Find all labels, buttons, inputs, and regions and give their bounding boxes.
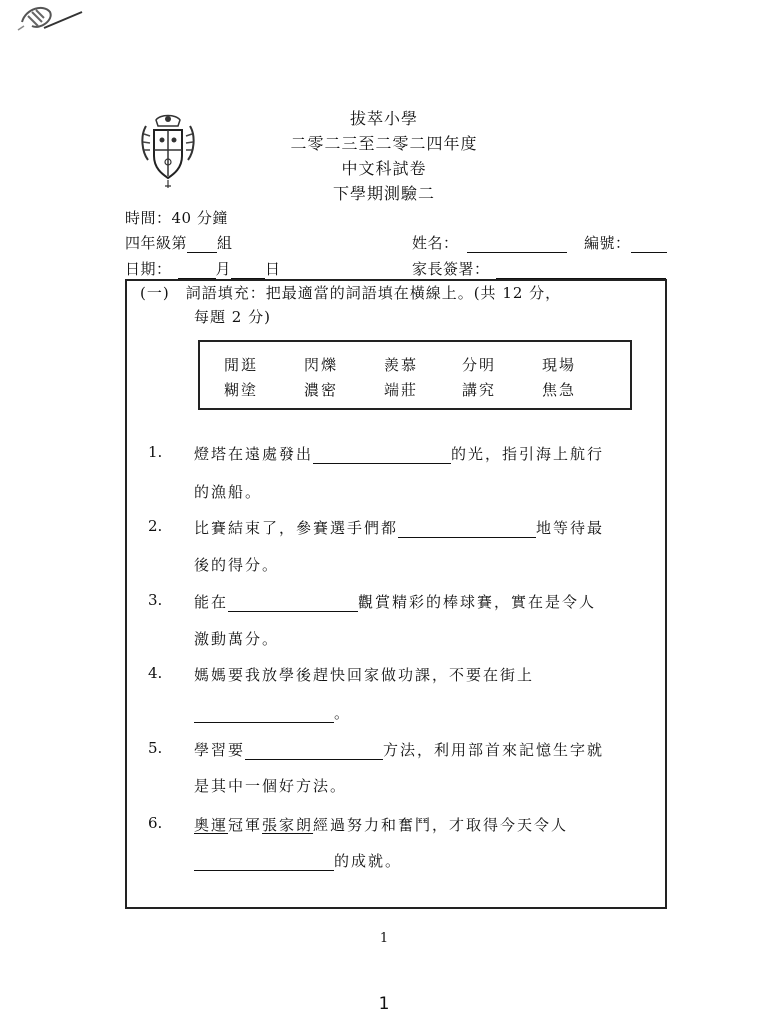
question-2-line-2: 後的得分。 (194, 556, 280, 574)
question-text: 學習要 (194, 741, 246, 759)
academic-year: 二零二三至二零二四年度 (290, 134, 478, 153)
answer-blank-4[interactable] (194, 706, 334, 723)
word-bank-item: 現場 (542, 356, 577, 374)
school-name: 拔萃小學 (349, 109, 418, 128)
question-4-line-2 (194, 702, 351, 723)
question-number: 2. (148, 517, 163, 535)
word-bank-item: 濃密 (304, 381, 339, 399)
section-subtitle: 每題 2 分) (194, 308, 271, 326)
question-number: 5. (148, 739, 163, 757)
question-number: 1. (148, 443, 163, 461)
class-suffix: 組 (217, 234, 233, 252)
question-5-line-1 (194, 739, 604, 760)
date-field (125, 258, 281, 279)
name-blank[interactable] (467, 252, 567, 253)
question-6-line-1 (194, 814, 568, 835)
time-label: 時間：40 分鐘 (125, 209, 228, 227)
parent-signature-label: 家長簽署： (412, 260, 490, 278)
question-text: 的成就。 (334, 852, 403, 870)
number-field (584, 232, 667, 253)
answer-blank-1[interactable] (313, 447, 451, 464)
number-blank[interactable] (631, 252, 667, 253)
word-bank-item: 分明 (462, 356, 497, 374)
question-text: 能在 (194, 593, 229, 611)
question-number: 3. (148, 591, 163, 609)
section-title: (一) 詞語填充：把最適當的詞語填在橫線上。(共 12 分， (140, 284, 562, 302)
question-text: 觀賞精彩的棒球賽，實在是令人 (358, 593, 597, 611)
word-bank-item: 糊塗 (224, 381, 259, 399)
proper-noun-underlined: 張家朗 (262, 816, 314, 834)
parent-signature-field (412, 258, 666, 279)
word-bank-item: 閃爍 (304, 356, 339, 374)
month-label: 月 (215, 260, 232, 278)
page-number: 1 (379, 931, 389, 946)
question-1-line-1 (194, 443, 604, 464)
question-3-line-2: 激動萬分。 (194, 630, 280, 648)
answer-blank-2[interactable] (398, 521, 536, 538)
question-3-line-1 (194, 591, 596, 612)
answer-blank-5[interactable] (245, 743, 383, 760)
question-number: 4. (148, 664, 163, 682)
answer-blank-3[interactable] (228, 595, 358, 612)
question-1-line-2: 的漁船。 (194, 483, 263, 501)
date-label: 日期： (125, 260, 172, 278)
question-text: 地等待最 (536, 519, 605, 537)
class-field (125, 232, 233, 253)
class-blank[interactable] (187, 252, 217, 253)
question-number: 6. (148, 814, 163, 832)
proper-noun-underlined: 奧運 (194, 816, 229, 834)
exam-title: 下學期測驗二 (332, 184, 435, 203)
question-6-line-2 (194, 850, 402, 871)
question-text: 比賽結束了，參賽選手們都 (194, 519, 399, 537)
question-text: 冠軍 (228, 816, 263, 834)
word-bank-item: 端莊 (384, 381, 419, 399)
name-field (412, 232, 567, 253)
corner-scribble-icon (14, 0, 84, 45)
question-text: 經過努力和奮鬥，才取得今天令人 (313, 816, 569, 834)
question-2-line-1 (194, 517, 604, 538)
day-label: 日 (265, 260, 281, 278)
number-label: 編號： (584, 234, 631, 252)
question-text: 的光，指引海上航行 (451, 445, 605, 463)
word-bank-item: 閒逛 (224, 356, 259, 374)
question-text: 。 (334, 704, 352, 722)
question-4-line-1: 媽媽要我放學後趕快回家做功課，不要在街上 (194, 666, 535, 684)
word-bank-item: 講究 (462, 381, 497, 399)
word-bank-item: 焦急 (542, 381, 577, 399)
question-text: 燈塔在遠處發出 (194, 445, 314, 463)
question-5-line-2: 是其中一個好方法。 (194, 777, 348, 795)
question-text: 方法，利用部首來記憶生字就 (383, 741, 605, 759)
answer-blank-6[interactable] (194, 854, 334, 871)
class-prefix: 四年級第 (125, 234, 188, 252)
subject-title: 中文科試卷 (341, 159, 427, 178)
viewer-page-number: 1 (378, 994, 390, 1014)
word-bank-item: 羨慕 (384, 356, 419, 374)
name-label: 姓名： (412, 234, 459, 252)
